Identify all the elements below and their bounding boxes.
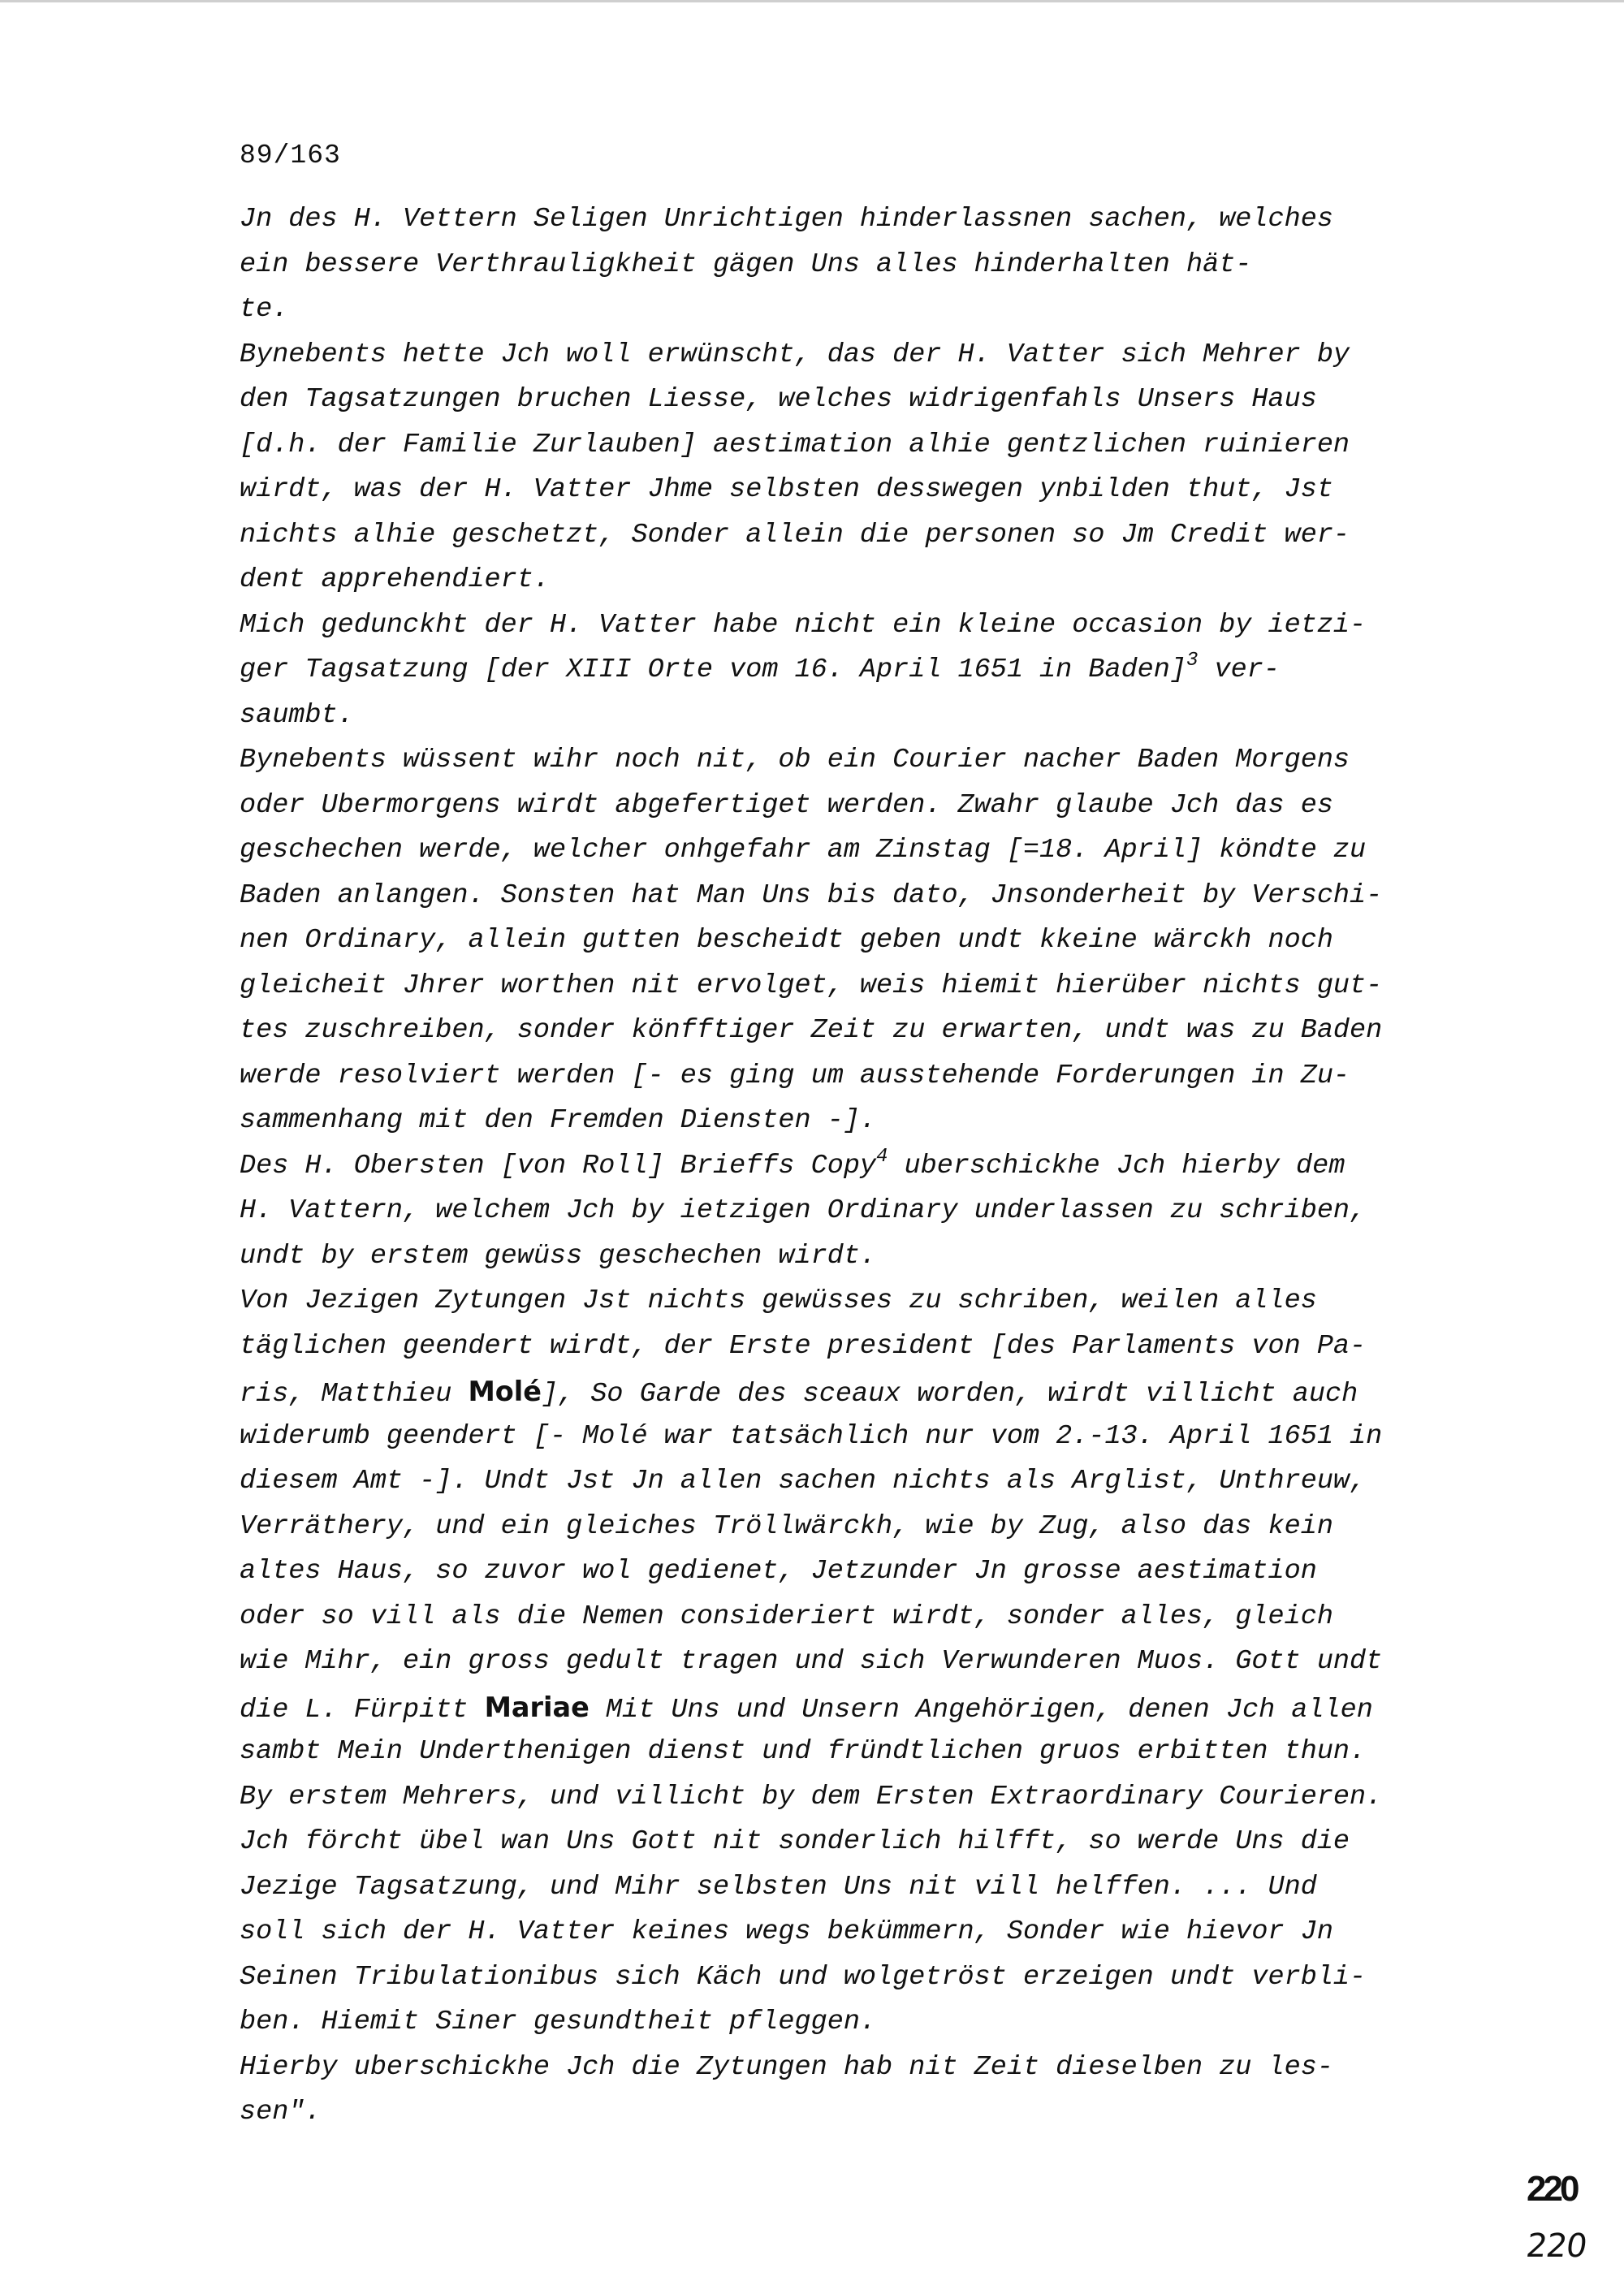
text-segment: nichts alhie geschetzt, Sonder allein die personen so Jm Credit wer- [240, 519, 1350, 551]
emphasized-name: Molé [468, 1376, 542, 1407]
text-segment: gleicheit Jhrer worthen nit ervolget, weis hiemit hierüber nichts gut- [240, 970, 1383, 1001]
text-segment: [d.h. der Familie Zurlauben] aestimation alhie gentzlichen ruinieren [240, 429, 1350, 460]
text-segment: widerumb geendert [- Molé war tatsächlich nur vom 2.-13. April 1651 in [240, 1420, 1383, 1452]
text-segment: diesem Amt -]. Undt Jst Jn allen sachen nichts als Arglist, Unthreuw, [240, 1466, 1367, 1497]
text-segment: Jezige Tagsatzung, und Mihr selbsten Uns nit vill helffen. ... Und [240, 1871, 1317, 1903]
text-segment: geschechen werde, welcher onhgefahr am Zinstag [=18. April] köndte zu [240, 835, 1367, 866]
text-segment: Mit Uns und Unsern Angehörigen, denen Jch allen [589, 1694, 1373, 1726]
text-segment: Baden anlangen. Sonsten hat Man Uns bis dato, Jnsonderheit by Verschi- [240, 879, 1383, 911]
text-line [240, 603, 1490, 649]
text-line [240, 513, 1490, 559]
text-segment: ben. Hiemit Siner gesundtheit pfleggen. [240, 2007, 877, 2037]
text-segment: wie Mihr, ein gross gedult tragen und sich Verwunderen Muos. Gott undt [240, 1646, 1383, 1677]
text-line [240, 1910, 1490, 1955]
text-segment: wirdt, was der H. Vatter Jhme selbsten desswegen ynbilden thut, Jst [240, 474, 1333, 505]
text-segment: Verräthery, und ein gleiches Tröllwärckh, wie by Zug, also das kein [240, 1510, 1333, 1542]
text-segment: saumbt. [240, 699, 354, 731]
text-line [240, 243, 1490, 288]
text-segment: ger Tagsatzung [der XIII Orte vom 16. April 1651 in Baden] [240, 655, 1186, 685]
text-line [240, 648, 1490, 693]
text-line [240, 1639, 1490, 1685]
text-line [240, 1459, 1490, 1505]
text-segment: ver- [1198, 655, 1280, 685]
text-segment: sambt Mein Underthenigen dienst und fründtlichen gruos erbitten thun. [240, 1736, 1367, 1767]
text-segment: Des H. Obersten [von Roll] Brieffs Copy [240, 1150, 877, 1182]
text-line [240, 738, 1490, 784]
text-segment: Jn des H. Vettern Seligen Unrichtigen hinderlassnen sachen, welches [240, 204, 1333, 235]
text-line [240, 1685, 1490, 1730]
text-line [240, 1234, 1490, 1280]
text-line [240, 1324, 1490, 1370]
text-line [240, 784, 1490, 829]
text-segment: werde resolviert werden [- es ging um ausstehende Forderungen in Zu- [240, 1060, 1350, 1091]
text-line [240, 1505, 1490, 1550]
text-segment: Seinen Tribulationibus sich Käch und wolgetröst erzeigen undt verbli- [240, 1961, 1367, 1993]
text-segment: soll sich der H. Vatter keines wegs bekümmern, Sonder wie hievor Jn [240, 1916, 1333, 1947]
text-line [240, 2046, 1490, 2091]
text-segment: ris, Matthieu [240, 1379, 469, 1410]
text-line [240, 287, 1490, 333]
text-line [240, 918, 1490, 964]
page-number-handwritten: 220 [1523, 2227, 1589, 2265]
footnote-marker: 3 [1186, 650, 1199, 672]
text-line [240, 1775, 1490, 1821]
text-line [240, 2090, 1490, 2136]
text-line [240, 1865, 1490, 1911]
text-segment: Von Jezigen Zytungen Jst nichts gewüsses zu schriben, weilen alles [240, 1285, 1317, 1316]
page-number-printed: 220 [1527, 2169, 1577, 2209]
text-line [240, 1595, 1490, 1640]
text-segment: Bynebents wüssent wihr noch nit, ob ein Courier nacher Baden Morgens [240, 745, 1350, 775]
text-segment: sammenhang mit den Fremden Diensten -]. [240, 1105, 877, 1136]
text-segment: By erstem Mehrers, und villicht by dem Ersten Extraordinary Courieren. [240, 1781, 1383, 1812]
text-segment: Jch förcht übel wan Uns Gott nit sonderlich hilfft, so werde Uns die [240, 1826, 1350, 1857]
text-line [240, 1099, 1490, 1144]
text-segment: oder Ubermorgens wirdt abgefertiget werden. Zwahr glaube Jch das es [240, 789, 1333, 821]
text-line [240, 1730, 1490, 1775]
text-segment: oder so vill als die Nemen consideriert wirdt, sonder alles, gleich [240, 1601, 1333, 1632]
text-line [240, 378, 1490, 423]
text-line [240, 423, 1490, 469]
emphasized-name: Mariae [484, 1691, 590, 1723]
text-segment: tes zuschreiben, sonder könfftiger Zeit zu erwarten, undt was zu Baden [240, 1015, 1383, 1046]
text-segment: Mich gedunckht der H. Vatter habe nicht ein kleine occasion by ietzi- [240, 609, 1367, 641]
text-line [240, 197, 1490, 243]
document-reference: 89/163 [240, 140, 341, 171]
text-segment: te. [240, 294, 289, 325]
text-segment: altes Haus, so zuvor wol gedienet, Jetzunder Jn grosse aestimation [240, 1556, 1317, 1587]
text-segment: undt by erstem gewüss geschechen wirdt. [240, 1240, 877, 1272]
text-line [240, 1009, 1490, 1054]
text-line [240, 1279, 1490, 1324]
text-line [240, 828, 1490, 874]
text-segment: den Tagsatzungen bruchen Liesse, welches widrigenfahls Unsers Haus [240, 384, 1317, 415]
text-segment: uberschickhe Jch hierby dem [888, 1150, 1345, 1182]
text-segment: dent apprehendiert. [240, 564, 550, 595]
text-line [240, 964, 1490, 1009]
text-line [240, 2000, 1490, 2046]
text-segment: ein bessere Verthrauligkheit gägen Uns alles hinderhalten hät- [240, 248, 1252, 280]
text-segment: ], So Garde des sceaux worden, wirdt villicht auch [542, 1379, 1358, 1410]
text-line [240, 468, 1490, 513]
footnote-marker: 4 [876, 1145, 888, 1168]
text-line [240, 1955, 1490, 2001]
text-line [240, 333, 1490, 378]
text-segment: H. Vattern, welchem Jch by ietzigen Ordinary underlassen zu schriben, [240, 1195, 1367, 1226]
text-segment: Hierby uberschickhe Jch die Zytungen hab nit Zeit dieselben zu les- [240, 2051, 1333, 2083]
text-segment: sen". [240, 2097, 322, 2128]
text-line [240, 874, 1490, 919]
text-line [240, 1549, 1490, 1595]
text-line [240, 1144, 1490, 1190]
text-line [240, 558, 1490, 603]
text-line [240, 693, 1490, 739]
text-segment: nen Ordinary, allein gutten bescheidt geben undt kkeine wärckh noch [240, 925, 1333, 956]
text-segment: die L. Fürpitt [240, 1694, 485, 1726]
text-line [240, 1189, 1490, 1234]
text-segment: Bynebents hette Jch woll erwünscht, das der H. Vatter sich Mehrer by [240, 339, 1350, 370]
text-line [240, 1054, 1490, 1099]
text-line [240, 1820, 1490, 1865]
text-segment: täglichen geendert wirdt, der Erste president [des Parlaments von Pa- [240, 1330, 1367, 1362]
document-body [240, 197, 1490, 2136]
text-line [240, 1369, 1490, 1415]
text-line [240, 1415, 1490, 1460]
